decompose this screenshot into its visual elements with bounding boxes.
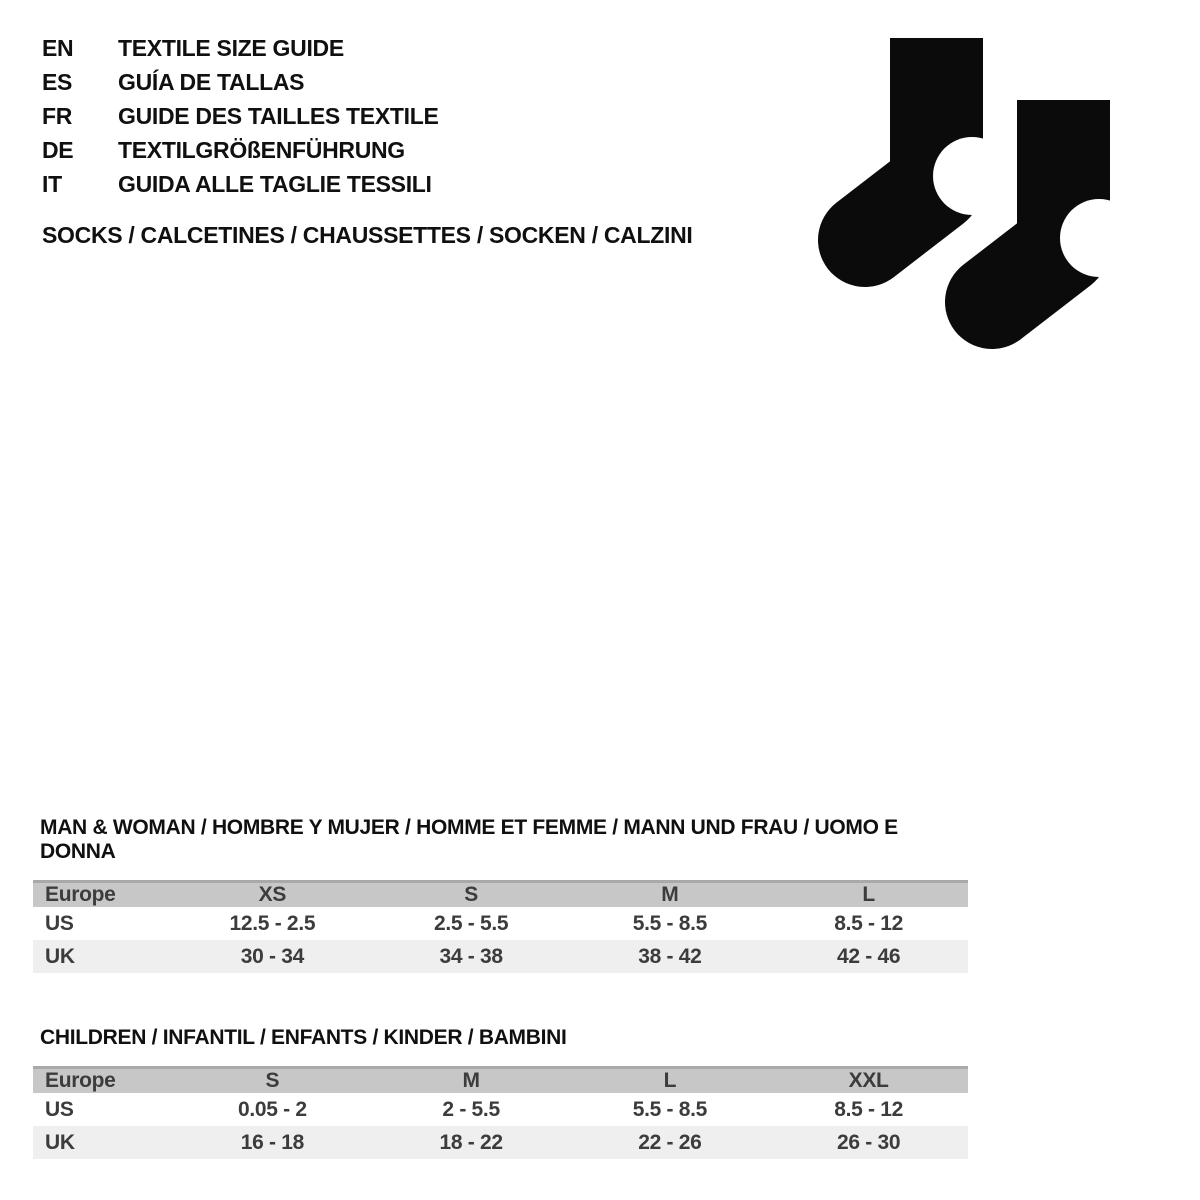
language-title: TEXTILGRÖßENFÜHRUNG (118, 137, 405, 163)
size-value: 0.05 - 2 (237, 1097, 307, 1121)
language-code: IT (42, 171, 62, 197)
sock-left (865, 38, 1011, 240)
row-label: UK (45, 1130, 75, 1154)
language-code: EN (42, 35, 74, 61)
language-list (42, 31, 439, 201)
table-row-uk (33, 940, 968, 973)
language-row-en (42, 31, 439, 65)
size-section-children (33, 1026, 968, 1159)
row-label: US (45, 911, 74, 935)
table-title-man-woman: MAN & WOMAN / HOMBRE Y MUJER / HOMME ET FEMME / MANN UND FRAU / UOMO E DONNA (40, 816, 898, 863)
table-header-row (33, 880, 968, 907)
row-label: UK (45, 944, 75, 968)
column-header-size: XS (258, 883, 287, 906)
size-table-children (33, 1066, 968, 1159)
size-value: 34 - 38 (439, 944, 503, 968)
language-code: FR (42, 103, 73, 129)
language-title: GUIDE DES TAILLES TEXTILE (118, 103, 439, 129)
size-value: 30 - 34 (240, 944, 305, 968)
size-value: 18 - 22 (439, 1130, 503, 1154)
column-header-size: L (663, 1069, 677, 1092)
size-value: 5.5 - 8.5 (632, 1097, 708, 1121)
language-row-it (42, 167, 439, 201)
language-row-de (42, 133, 439, 167)
size-section-man-woman (33, 816, 968, 973)
size-value: 8.5 - 12 (834, 1097, 904, 1121)
sock-right (992, 100, 1115, 302)
table-row-us (33, 907, 968, 940)
column-header-region: Europe (45, 883, 116, 906)
table-row-uk (33, 1126, 968, 1159)
column-header-size: S (265, 1069, 280, 1092)
category-title: SOCKS / CALCETINES / CHAUSSETTES / SOCKEN / CALZINI (42, 222, 693, 248)
column-header-size: L (862, 883, 875, 906)
row-label: US (45, 1097, 74, 1121)
table-row-us (33, 1093, 968, 1126)
language-title: GUÍA DE TALLAS (118, 69, 305, 95)
language-code: DE (42, 137, 74, 163)
language-code: ES (42, 69, 73, 95)
table-title-children: CHILDREN / INFANTIL / ENFANTS / KINDER / BAMBINI (40, 1026, 567, 1049)
size-value: 5.5 - 8.5 (632, 911, 708, 935)
column-header-region: Europe (45, 1069, 116, 1092)
size-value: 22 - 26 (638, 1130, 702, 1154)
column-header-size: M (661, 883, 679, 906)
language-row-es (42, 65, 439, 99)
column-header-size: M (462, 1069, 480, 1092)
socks-icon (815, 26, 1115, 356)
column-header-size: XXL (848, 1069, 889, 1092)
size-value: 12.5 - 2.5 (229, 911, 316, 935)
table-header-row (33, 1066, 968, 1093)
language-title: TEXTILE SIZE GUIDE (118, 35, 344, 61)
size-value: 26 - 30 (836, 1130, 901, 1154)
language-row-fr (42, 99, 439, 133)
size-value: 42 - 46 (836, 944, 901, 968)
size-value: 8.5 - 12 (834, 911, 904, 935)
size-value: 2.5 - 5.5 (433, 911, 509, 935)
size-value: 16 - 18 (240, 1130, 305, 1154)
size-table-man-woman (33, 880, 968, 973)
language-title: GUIDA ALLE TAGLIE TESSILI (118, 171, 432, 197)
size-value: 38 - 42 (638, 944, 702, 968)
column-header-size: S (464, 883, 478, 906)
size-value: 2 - 5.5 (442, 1097, 500, 1121)
